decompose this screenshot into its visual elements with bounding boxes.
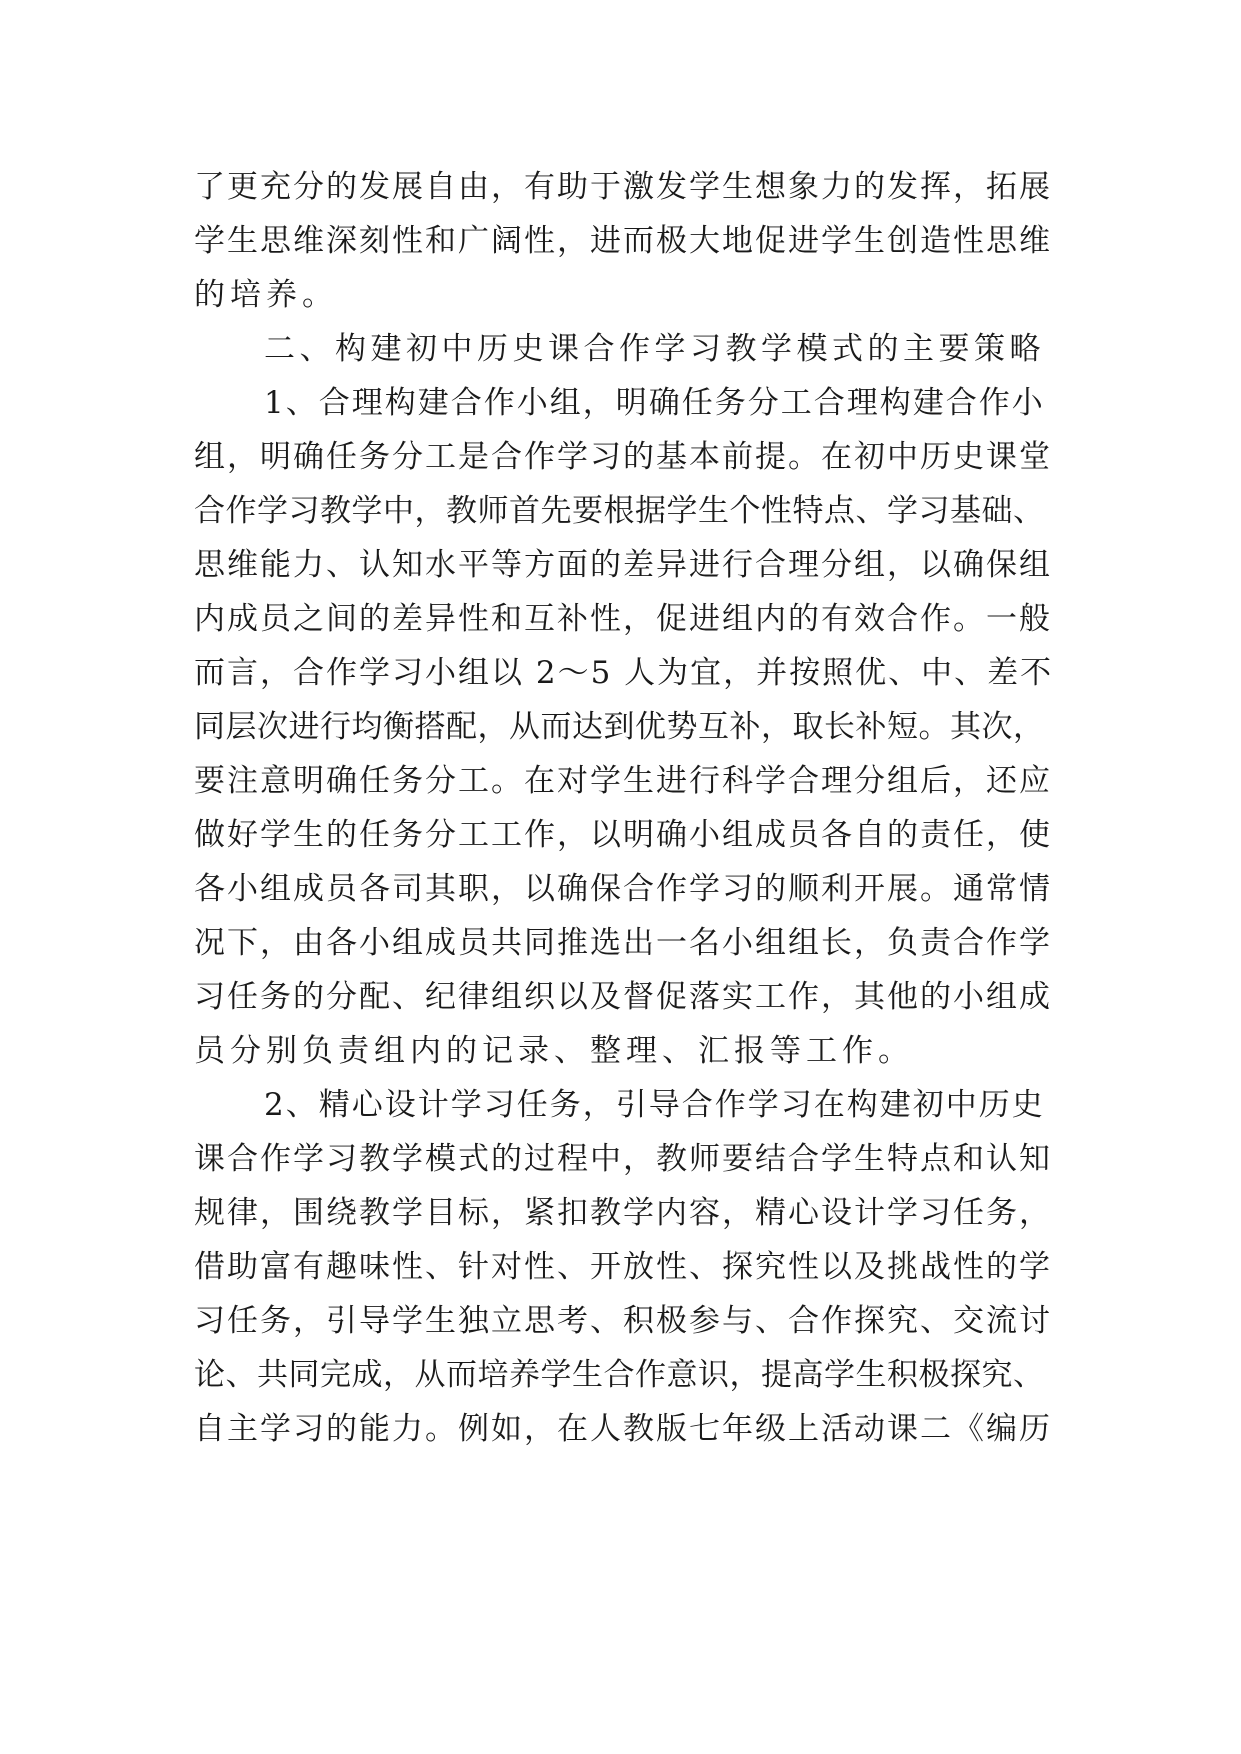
text-line: 论、共同完成，从而培养学生合作意识，提高学生积极探究、 (194, 1357, 1045, 1393)
text-line: 1、合理构建合作小组，明确任务分工合理构建合作小 (264, 385, 1045, 421)
text-line: 组，明确任务分工是合作学习的基本前提。在初中历史课堂 (194, 439, 1052, 475)
text-line: 做好学生的任务分工工作，以明确小组成员各自的责任，使 (194, 817, 1052, 853)
text-line: 习任务，引导学生独立思考、积极参与、合作探究、交流讨 (194, 1303, 1052, 1339)
text-line: 二、构建初中历史课合作学习教学模式的主要策略 (264, 331, 1045, 367)
text-line: 而言，合作学习小组以 2～5 人为宜，并按照优、中、差不 (194, 655, 1054, 691)
text-line: 思维能力、认知水平等方面的差异进行合理分组，以确保组 (194, 547, 1052, 583)
text-line: 要注意明确任务分工。在对学生进行科学合理分组后，还应 (194, 763, 1052, 799)
text-line: 习任务的分配、纪律组织以及督促落实工作，其他的小组成 (194, 979, 1052, 1015)
text-line: 了更充分的发展自由，有助于激发学生想象力的发挥，拓展 (194, 169, 1052, 205)
text-line: 同层次进行均衡搭配，从而达到优势互补，取长补短。其次， (194, 709, 1045, 745)
text-line: 员分别负责组内的记录、整理、汇报等工作。 (194, 1033, 914, 1069)
text-line: 借助富有趣味性、针对性、开放性、探究性以及挑战性的学 (194, 1249, 1052, 1285)
text-line: 2、精心设计学习任务，引导合作学习在构建初中历史 (264, 1087, 1045, 1123)
text-line: 内成员之间的差异性和互补性，促进组内的有效合作。一般 (194, 601, 1052, 637)
text-line: 各小组成员各司其职，以确保合作学习的顺利开展。通常情 (194, 871, 1052, 907)
text-line: 的培养。 (194, 277, 338, 313)
text-line: 自主学习的能力。例如，在人教版七年级上活动课二《编历 (194, 1411, 1052, 1447)
text-line: 课合作学习教学模式的过程中，教师要结合学生特点和认知 (194, 1141, 1052, 1177)
text-line: 况下，由各小组成员共同推选出一名小组组长，负责合作学 (194, 925, 1052, 961)
text-line: 合作学习教学中，教师首先要根据学生个性特点、学习基础、 (194, 493, 1045, 529)
text-line: 规律，围绕教学目标，紧扣教学内容，精心设计学习任务， (194, 1195, 1052, 1231)
document-body (194, 160, 1054, 1456)
text-line: 学生思维深刻性和广阔性，进而极大地促进学生创造性思维 (194, 223, 1052, 259)
